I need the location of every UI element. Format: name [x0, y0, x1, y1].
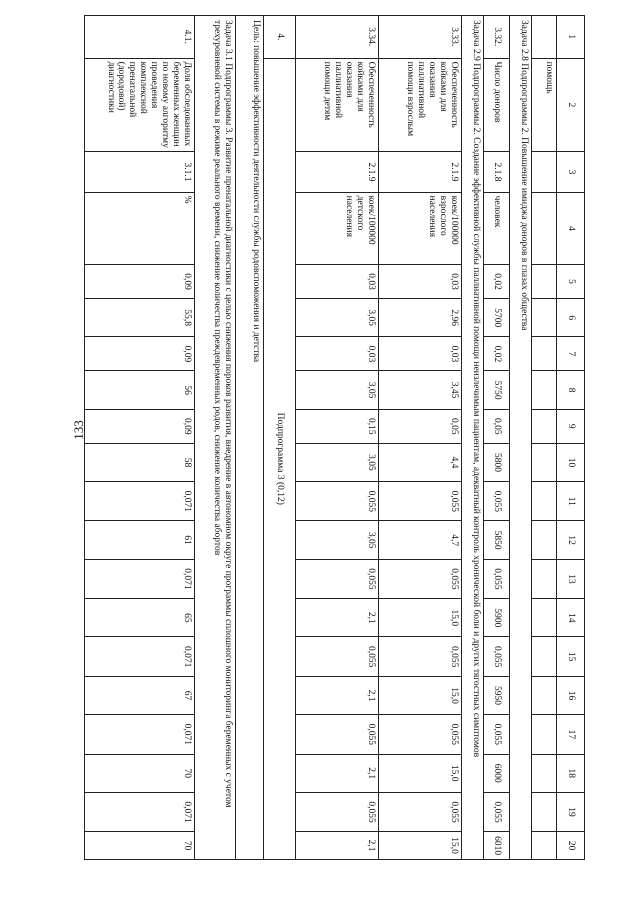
table-cell	[532, 152, 557, 192]
table-cell: 0,055	[379, 482, 462, 521]
table-cell: 0,055	[379, 715, 462, 754]
table-cell: Число доноров	[484, 58, 510, 152]
table-row	[296, 16, 379, 860]
table-cell: 4,7	[379, 521, 462, 559]
table-cell: 2,1	[296, 676, 379, 714]
table-cell: 20	[557, 832, 585, 860]
table-cell: 0,02	[484, 337, 510, 371]
table-cell: 0,071	[85, 637, 195, 676]
table-cell	[532, 337, 557, 371]
table-cell: 70	[85, 832, 195, 860]
table-cell: 2.1.9	[379, 152, 462, 192]
table-cell: 0,09	[85, 337, 195, 371]
table-cell	[532, 792, 557, 831]
table-cell	[532, 676, 557, 714]
header-row	[557, 16, 585, 860]
table-cell: 0,055	[296, 637, 379, 676]
table-cell: 3,45	[379, 371, 462, 409]
table-cell: 2,1	[296, 832, 379, 860]
table-cell	[532, 299, 557, 337]
table-cell: 0,055	[484, 559, 510, 598]
table-cell	[532, 559, 557, 598]
table-cell: Подпрограмма 3 (0,12)	[264, 58, 296, 859]
table-cell: 5850	[484, 521, 510, 559]
table-cell: Обеспеченность койками для оказания паллиативной помощи детям	[296, 58, 379, 152]
table-cell: коек/100000 детского населения	[296, 192, 379, 264]
table-cell: 0,071	[85, 715, 195, 754]
page-number: 133	[71, 420, 86, 440]
table-cell: 2	[557, 58, 585, 152]
table-cell: 65	[85, 599, 195, 637]
table-cell: 5750	[484, 371, 510, 409]
table-cell: 56	[85, 371, 195, 409]
table-body	[85, 16, 585, 860]
table-cell: Задача 3.1 Подпрограммы 3. Развитие пренатальной диагностики с целью снижения пороков развития, внедрение в автономном округе программы сплошного мониторинга беременных с учетом трехуровневой системы в режиме реального времени, снижение количества преждевременных родов, снижение количества абортов	[195, 16, 236, 860]
table-cell	[532, 832, 557, 860]
table-cell: 0,09	[85, 265, 195, 299]
table-cell: 3,05	[296, 521, 379, 559]
table-cell: 0,055	[484, 715, 510, 754]
table-cell: 4	[557, 192, 585, 264]
table-cell: 5900	[484, 599, 510, 637]
table-cell: 3.34.	[296, 16, 379, 59]
table-cell: человек	[484, 192, 510, 264]
table-cell: 10	[557, 443, 585, 481]
table-cell: 0,055	[379, 637, 462, 676]
table-cell: 2,1	[296, 599, 379, 637]
table-cell: 0,055	[296, 792, 379, 831]
table-cell: помощь	[532, 58, 557, 152]
table-cell: 18	[557, 754, 585, 792]
table-cell: 3.1.1	[85, 152, 195, 192]
table-cell: 0,055	[379, 792, 462, 831]
table-cell: 8	[557, 371, 585, 409]
rotated-table-frame	[80, 15, 585, 860]
table-cell	[532, 409, 557, 443]
table-cell	[532, 521, 557, 559]
table-cell: 2.1.9	[296, 152, 379, 192]
table-row	[484, 16, 510, 860]
table-cell: 17	[557, 715, 585, 754]
table-cell	[532, 16, 557, 59]
table-row	[264, 16, 296, 860]
table-cell: 9	[557, 409, 585, 443]
table-cell: коек/100000 взрослого населения	[379, 192, 462, 264]
table-cell: 3.33.	[379, 16, 462, 59]
table-cell	[532, 371, 557, 409]
table-cell: 0,055	[379, 559, 462, 598]
table-cell: 5	[557, 265, 585, 299]
table-cell: 0,055	[296, 559, 379, 598]
table-cell: 15,0	[379, 599, 462, 637]
table-row	[510, 16, 532, 860]
table-cell: Задача 2.8 Подпрограммы 2. Повышение имиджа доноров в глазах общества	[510, 16, 532, 860]
table-cell: Доля обследованных беременных женщин по новому алгоритму проведения комплексной пренатальной (дородовой) диагностики	[85, 58, 195, 152]
table-row	[85, 16, 195, 860]
table-cell: 19	[557, 792, 585, 831]
table-cell: 2,1	[296, 754, 379, 792]
table-cell: 6	[557, 299, 585, 337]
table-cell: 0,03	[379, 265, 462, 299]
table-cell: 4.1.	[85, 16, 195, 59]
table-cell: 0,055	[296, 715, 379, 754]
table-cell: 15	[557, 637, 585, 676]
table-cell	[532, 637, 557, 676]
table-cell	[532, 599, 557, 637]
table-cell: Задача 2.9 Подпрограммы 2. Создание эффективной службы паллиативной помощи неизлечимым пациентам, адекватный контроль хронической боли и других тягостных симптомов	[462, 16, 484, 860]
table-cell: 0,03	[296, 337, 379, 371]
table-cell: 0,15	[296, 409, 379, 443]
table-cell: 0,055	[296, 482, 379, 521]
table-cell: 0,055	[484, 482, 510, 521]
table-cell	[532, 192, 557, 264]
table-cell: Обеспеченность койками для оказания паллиативной помощи взрослым	[379, 58, 462, 152]
table-cell: 14	[557, 599, 585, 637]
table-cell: 7	[557, 337, 585, 371]
table-cell: 15,0	[379, 754, 462, 792]
table-cell: 4.	[264, 16, 296, 59]
table-cell: Цель: повышение эффективности деятельности службы родовспоможения и детства	[236, 16, 264, 860]
table-cell: %	[85, 192, 195, 264]
table-cell: 3,05	[296, 371, 379, 409]
table-cell: 0,055	[484, 637, 510, 676]
table-cell: 5800	[484, 443, 510, 481]
table-cell: 4,4	[379, 443, 462, 481]
table-cell: 0,071	[85, 482, 195, 521]
table-cell	[532, 443, 557, 481]
table-row	[532, 16, 557, 860]
table-cell: 3,05	[296, 443, 379, 481]
table-cell: 58	[85, 443, 195, 481]
table-cell: 0,071	[85, 792, 195, 831]
table-cell: 11	[557, 482, 585, 521]
table-cell: 0,055	[484, 792, 510, 831]
table-cell: 2.1.8	[484, 152, 510, 192]
table-cell: 6000	[484, 754, 510, 792]
table-cell: 12	[557, 521, 585, 559]
table-cell: 3.32.	[484, 16, 510, 59]
table-row	[462, 16, 484, 860]
table-cell	[532, 715, 557, 754]
table-cell: 0,09	[85, 409, 195, 443]
table-row	[195, 16, 236, 860]
table-cell: 67	[85, 676, 195, 714]
table-cell: 5950	[484, 676, 510, 714]
table-cell: 16	[557, 676, 585, 714]
table-cell: 0,05	[379, 409, 462, 443]
table-cell	[532, 482, 557, 521]
table-cell: 3	[557, 152, 585, 192]
table-cell: 0,03	[296, 265, 379, 299]
table-cell: 1	[557, 16, 585, 59]
table-cell: 3,05	[296, 299, 379, 337]
table-cell: 15,0	[379, 832, 462, 860]
indicators-table	[84, 15, 585, 860]
table-cell	[532, 265, 557, 299]
table-cell	[532, 754, 557, 792]
table-row	[379, 16, 462, 860]
table-cell: 70	[85, 754, 195, 792]
table-cell: 2,96	[379, 299, 462, 337]
table-cell: 0,03	[379, 337, 462, 371]
table-cell: 0,071	[85, 559, 195, 598]
table-cell: 55,8	[85, 299, 195, 337]
table-row	[236, 16, 264, 860]
table-cell: 15,0	[379, 676, 462, 714]
table-cell: 6010	[484, 832, 510, 860]
table-cell: 0,05	[484, 409, 510, 443]
table-cell: 13	[557, 559, 585, 598]
table-cell: 0,02	[484, 265, 510, 299]
table-cell: 5700	[484, 299, 510, 337]
table-cell: 61	[85, 521, 195, 559]
